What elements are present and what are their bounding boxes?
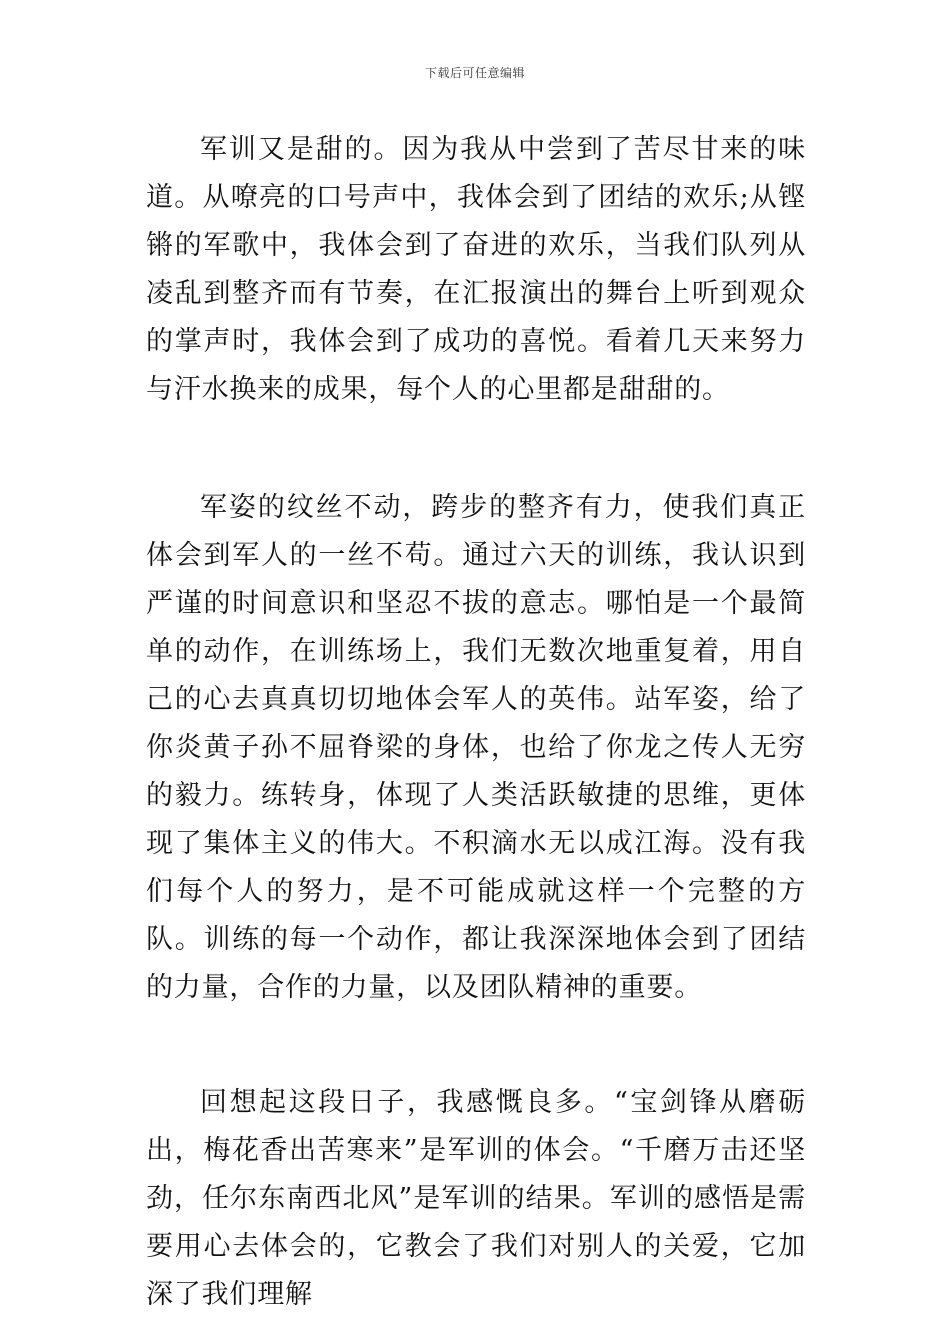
paragraph: 军训又是甜的。因为我从中尝到了苦尽甘来的味道。从嘹亮的口号声中，我体会到了团结的欢乐;从铿锵的军歌中，我体会到了奋进的欢乐，当我们队列从凌乱到整齐而有节奏，在汇报演出的舞台上听到观众的掌声时，我体会到了成功的喜悦。看着几天来努力与汗水换来的成果，每个人的心里都是甜甜的。	[146, 134, 806, 405]
paragraph: 军姿的纹丝不动，跨步的整齐有力，使我们真正体会到军人的一丝不苟。通过六天的训练，我认识到严谨的时间意识和坚忍不拔的意志。哪怕是一个最简单的动作，在训练场上，我们无数次地重复着，用自己的心去真真切切地体会军人的英伟。站军姿，给了你炎黄子孙不屈脊梁的身体，也给了你龙之传人无穷的毅力。练转身，体现了人类活跃敏捷的思维，更体现了集体主义的伟大。不积滴水无以成江海。没有我们每个人的努力，是不可能成就这样一个完整的方队。训练的每一个动作，都让我深深地体会到了团结的力量，合作的力量，以及团队精神的重要。	[146, 492, 806, 1003]
document-body	[146, 126, 806, 1319]
paragraph: 回想起这段日子，我感慨良多。“宝剑锋从磨砺出，梅花香出苦寒来”是军训的体会。“千磨万击还坚劲，任尔东南西北风”是军训的结果。军训的感悟是需要用心去体会的，它教会了我们对别人的关爱，它加深了我们理解	[146, 1087, 806, 1310]
header-note: 下载后可任意编辑	[424, 66, 525, 80]
